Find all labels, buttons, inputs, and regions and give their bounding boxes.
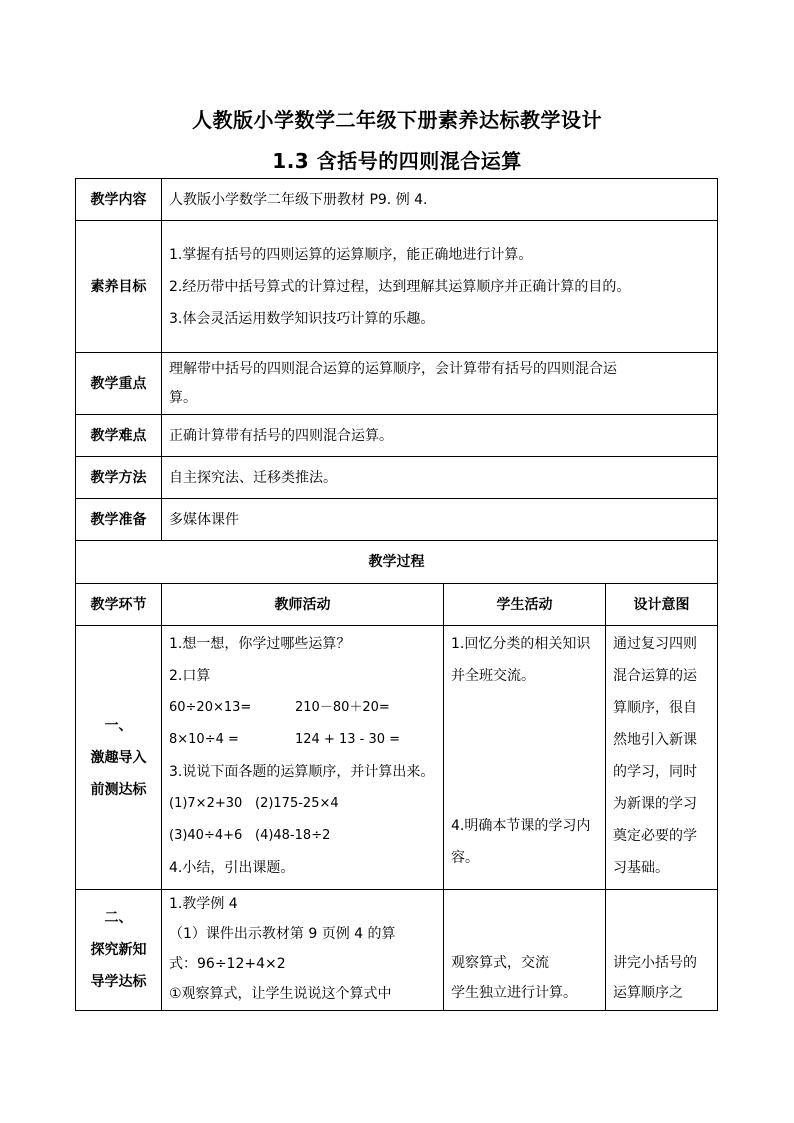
row-key-points <box>76 353 718 415</box>
student-line: 容。 <box>451 850 479 866</box>
stage-1-number: 一、 <box>104 717 133 734</box>
stage-1-name-line: 激趣导入 <box>90 749 147 766</box>
student-line: 4.明确本节课的学习内 <box>451 818 591 834</box>
question-item: (1)7×2+30 <box>169 796 243 811</box>
label-prep: 教学准备 <box>76 499 162 541</box>
stage-2-student <box>444 890 606 1011</box>
intent-line: 为新课的学习 <box>613 796 697 812</box>
header-teacher: 教师活动 <box>162 584 444 626</box>
intent-line: 然地引入新课 <box>613 732 697 748</box>
intent-line: 通过复习四则 <box>613 636 697 652</box>
row-content <box>76 179 718 221</box>
row-method <box>76 457 718 499</box>
value-method: 自主探究法、迁移类推法。 <box>162 457 718 499</box>
teacher-line: 1.想一想，你学过哪些运算？ <box>169 636 351 652</box>
question-line <box>169 788 436 820</box>
header-intent: 设计意图 <box>606 584 718 626</box>
lesson-subtitle: 1.3 含括号的四则混合运算 <box>272 149 522 173</box>
goal-item: 1.掌握有括号的四则运算的运算顺序，能正确地进行计算。 <box>169 246 533 263</box>
stage-1-teacher <box>162 626 444 890</box>
question-item: (3)40÷4+6 <box>169 828 243 843</box>
row-difficulty <box>76 415 718 457</box>
stage-2-name-line: 导学达标 <box>90 974 147 990</box>
document-title: 人教版小学数学二年级下册素养达标教学设计 <box>192 108 602 132</box>
teacher-line: 式：96÷12+4×2 <box>169 956 286 972</box>
stage-1-name <box>76 626 162 890</box>
goal-item: 3.体会灵活运用数学知识技巧计算的乐趣。 <box>169 310 435 327</box>
teacher-line: ①观察算式，让学生说说这个算式中 <box>169 986 392 1002</box>
stage-2-name-line: 探究新知 <box>90 942 147 958</box>
intent-line: 算顺序，很自 <box>613 700 697 716</box>
calc-item: 60÷20×13= <box>169 700 252 715</box>
value-content: 人教版小学数学二年级下册教材 P9. 例 4. <box>162 179 718 221</box>
teacher-line: （1）课件出示教材第 9 页例 4 的算 <box>169 926 396 942</box>
header-student: 学生活动 <box>444 584 606 626</box>
student-line: 并全班交流。 <box>451 668 535 684</box>
label-goals: 素养目标 <box>76 221 162 353</box>
row-stage-1 <box>76 626 718 890</box>
intent-line: 混合运算的运 <box>613 668 697 684</box>
calc-item: 210－80＋20= <box>295 700 390 715</box>
calc-item: 8×10÷4 = <box>169 732 239 747</box>
teacher-line: 4.小结，引出课题。 <box>169 860 295 876</box>
calc-line <box>169 724 436 756</box>
label-content: 教学内容 <box>76 179 162 221</box>
question-item: (4)48-18÷2 <box>255 828 331 843</box>
value-key-points <box>162 353 718 415</box>
intent-line: 讲完小括号的 <box>613 955 697 971</box>
stage-2-teacher <box>162 890 444 1011</box>
lesson-plan-table <box>75 178 718 1011</box>
label-key-points: 教学重点 <box>76 353 162 415</box>
teacher-line: 3.说说下面各题的运算顺序，并计算出来。 <box>169 764 435 780</box>
row-prep <box>76 499 718 541</box>
stage-2-intent <box>606 890 718 1011</box>
intent-line: 运算顺序之 <box>613 985 683 1001</box>
question-line <box>169 820 436 852</box>
label-difficulty: 教学难点 <box>76 415 162 457</box>
intent-line: 的学习，同时 <box>613 764 697 780</box>
stage-2-name <box>76 890 162 1011</box>
intent-line: 习基础。 <box>613 860 669 876</box>
question-item: (2)175-25×4 <box>255 796 339 811</box>
student-line: 学生独立进行计算。 <box>451 985 577 1001</box>
teacher-line: 2.口算 <box>169 668 211 684</box>
row-process-headers <box>76 584 718 626</box>
header-stage: 教学环节 <box>76 584 162 626</box>
row-stage-2 <box>76 890 718 1011</box>
calc-line <box>169 692 436 724</box>
value-prep: 多媒体课件 <box>162 499 718 541</box>
goal-item: 2.经历带中括号算式的计算过程，达到理解其运算顺序并正确计算的目的。 <box>169 278 631 295</box>
stage-1-name-line: 前测达标 <box>90 781 147 798</box>
key-points-line: 算。 <box>169 389 197 406</box>
student-line: 观察算式，交流 <box>451 955 549 971</box>
teacher-line: 1.教学例 4 <box>169 896 238 912</box>
stage-1-intent <box>606 626 718 890</box>
stage-1-student <box>444 626 606 890</box>
label-method: 教学方法 <box>76 457 162 499</box>
key-points-line: 理解带中括号的四则混合运算的运算顺序，会计算带有括号的四则混合运 <box>169 360 617 377</box>
value-difficulty: 正确计算带有括号的四则混合运算。 <box>162 415 718 457</box>
stage-2-number: 二、 <box>104 910 133 926</box>
process-title: 教学过程 <box>76 541 718 584</box>
value-goals <box>162 221 718 353</box>
row-process-title <box>76 541 718 584</box>
student-line: 1.回忆分类的相关知识 <box>451 636 591 652</box>
calc-item: 124 + 13 - 30 = <box>295 732 401 747</box>
student-spacer <box>451 692 598 810</box>
row-goals <box>76 221 718 353</box>
intent-line: 奠定必要的学 <box>613 828 697 844</box>
